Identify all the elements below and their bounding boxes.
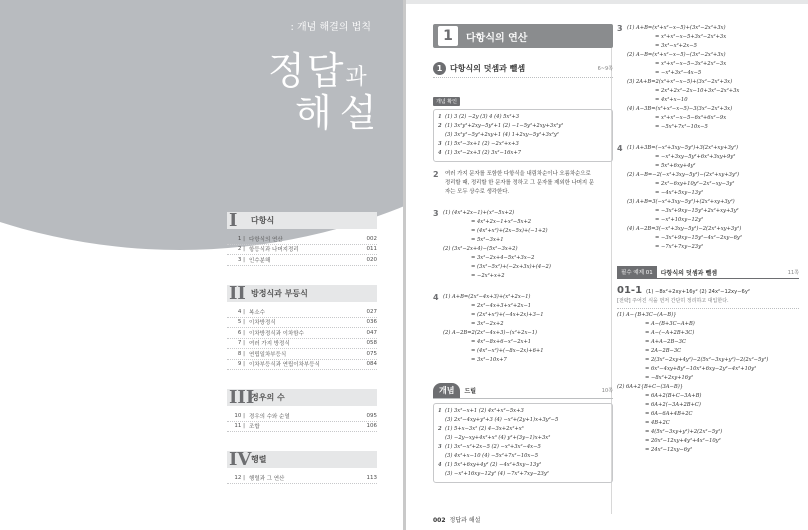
toc-item-title: 항등식과 나머지정리 bbox=[249, 247, 299, 254]
cover-subtitle: : 개념 해결의 법칙 bbox=[290, 22, 371, 33]
unit-number: 1 bbox=[438, 26, 458, 46]
answer-text: (3) 2x²−4xy+y²+3 (4) −x²+(2y+1)x+3y²−5 bbox=[445, 417, 559, 423]
answer-line bbox=[438, 452, 608, 461]
toc-item-title: 여러 가지 방정식 bbox=[249, 341, 290, 348]
right-page bbox=[406, 0, 808, 530]
solution-line: (3) A+B=3(−x²+3xy−5y²)+(2x²+xy+3y²) bbox=[627, 199, 735, 205]
question-2 bbox=[433, 170, 613, 197]
toc-section-header bbox=[227, 389, 377, 406]
section-page-range: 6~9쪽 bbox=[597, 66, 613, 72]
answer-text: (3) 4x²+x−10 (4) −5x²+7x²−10x−5 bbox=[445, 453, 538, 459]
question-number: 2 bbox=[433, 170, 439, 179]
solution-line: = −4x²+5xy−13y² bbox=[655, 190, 704, 196]
toc-item-number: 8 | bbox=[237, 350, 245, 357]
toc-item-page: 036 bbox=[366, 319, 377, 326]
solution-line: = (4x²+x²)+(2x−5x)+(−1+2) bbox=[471, 228, 548, 234]
question-2-text bbox=[443, 170, 594, 197]
solution-line: = 3x³−x²+2x−5 bbox=[655, 43, 697, 49]
solution-line: (1) A+3B=(−x²+3xy−5y²)+3(2x²+xy+3y²) bbox=[627, 145, 738, 151]
toc-item-page: 084 bbox=[366, 361, 377, 368]
core-example-title: 다항식의 덧셈과 뺄셈 bbox=[660, 269, 718, 277]
toc-item bbox=[227, 422, 377, 433]
solution-line: (4) A−2B=3(−x²+3xy−5y²)−2(2x²+xy+3y²) bbox=[627, 226, 742, 232]
solution-line: = x³+x²−x−5−6x³+6x²−9x bbox=[655, 115, 727, 121]
prose-line: 여러 가지 문자를 포함한 다항식을 내림차순이나 오름차순으로 bbox=[445, 171, 591, 177]
question-number: 4 bbox=[433, 293, 439, 302]
solution-line: = 3x²−2x+4−5x²+3x−2 bbox=[471, 255, 535, 261]
toc-section bbox=[227, 389, 377, 432]
solution-line: = −3x²+9xy−15y²+2x²+xy+3y² bbox=[655, 208, 739, 214]
section-header bbox=[433, 62, 613, 78]
toc-item-number: 5 | bbox=[237, 319, 245, 326]
core-example-page: 11쪽 bbox=[787, 269, 799, 276]
answer-line bbox=[438, 416, 608, 425]
example-number: 01-1 bbox=[617, 285, 643, 296]
col2-question-3 bbox=[617, 24, 799, 132]
solution-line: = (4x²−x²)+(−8x−2x)+6+1 bbox=[471, 348, 544, 354]
question-4-solution bbox=[443, 293, 544, 365]
solution-line: = 2x³+2x²−2x−10+3x²−2x²+3x bbox=[655, 88, 740, 94]
question-number: 4 bbox=[617, 144, 623, 153]
answer-qnum: 2 bbox=[438, 426, 442, 432]
answer-text: (1) 3x²y²+2xy−5y²+1 (2) −1−5y²+2xy+3x²y² bbox=[445, 123, 564, 129]
toc-item-title: 이차방정식 bbox=[249, 320, 276, 327]
core-example-tag: 필수 예제 01 bbox=[617, 266, 657, 278]
example-solution bbox=[617, 308, 799, 455]
solution-line: = 24x²−12xy−6y² bbox=[645, 447, 693, 453]
solution-line: = −7x²+7xy−23y² bbox=[655, 244, 704, 250]
top-bar bbox=[406, 0, 808, 4]
cover-title-main: 정답 bbox=[268, 49, 346, 93]
solution-line: = 6A+2(B+C−3A+B) bbox=[645, 393, 702, 399]
toc-item-number: 2 | bbox=[237, 246, 245, 253]
toc-section-header bbox=[227, 451, 377, 468]
toc-item-number: 6 | bbox=[237, 329, 245, 336]
toc-item-page: 113 bbox=[366, 474, 377, 481]
footer-text: 정답과 해설 bbox=[449, 517, 481, 524]
toc-roman-numeral: III bbox=[229, 387, 255, 408]
answer-text: (1) 3 (2) −2y (3) 4 (4) 5x²+3 bbox=[445, 114, 520, 120]
solution-line: (1) (4x²+2x−1)+(x²−5x+2) bbox=[443, 210, 515, 216]
unit-title: 다항식의 연산 bbox=[466, 32, 528, 44]
answer-text: (3) −x²+16xy−12y² (4) −7x²+7xy−23y² bbox=[445, 471, 549, 477]
toc-section-name: 다항식 bbox=[251, 216, 275, 225]
toc-section bbox=[227, 285, 377, 370]
toc-item-page: 002 bbox=[366, 235, 377, 242]
answer-line bbox=[438, 407, 608, 416]
toc-item-title: 조합 bbox=[249, 424, 260, 431]
answer-text: (1) 5x²−3x+1 (2) −2x²+x+3 bbox=[445, 141, 519, 147]
question-number: 3 bbox=[617, 24, 623, 33]
toc-item-page: 106 bbox=[366, 423, 377, 430]
solution-line: = 2(3x²−2xy+4y²)−2(5x²−3xy+y²)−2(2x²−5y²) bbox=[645, 357, 769, 363]
answer-line bbox=[438, 149, 608, 158]
solution-line: = A+A−2B−3C bbox=[645, 339, 686, 345]
toc-item-title: 행렬과 그 연산 bbox=[249, 475, 285, 482]
toc-item bbox=[227, 234, 377, 245]
answer-line bbox=[438, 131, 608, 140]
section-number: 1 bbox=[433, 62, 446, 75]
toc-item-title: 복소수 bbox=[249, 309, 265, 316]
toc-item bbox=[227, 318, 377, 329]
solution-line: = −3x²+9xy−15y²−4x²−2xy−6y² bbox=[655, 235, 742, 241]
toc-item bbox=[227, 255, 377, 266]
solution-line: = −2x²+x+2 bbox=[471, 273, 505, 279]
solution-line: (1) A−{B+3C−(A−B)} bbox=[617, 312, 677, 318]
toc-item-number: 11 | bbox=[234, 423, 245, 430]
solution-line: = 3x²−2x+2 bbox=[471, 321, 504, 327]
solution-line: = −x²+10xy−12y² bbox=[655, 217, 704, 223]
drill-tag: 개념 bbox=[433, 383, 460, 398]
toc-item-page: 020 bbox=[366, 256, 377, 263]
concept-check-box bbox=[433, 109, 613, 162]
answer-text: (1) 3x²−2x+3 (2) 3x²−16x+7 bbox=[445, 150, 521, 156]
solution-line: = x³+x²−x−5−3x²+2x²−3x bbox=[655, 61, 727, 67]
answer-qnum: 3 bbox=[438, 444, 442, 450]
toc-item bbox=[227, 245, 377, 256]
concept-check-tag: 개념 확인 bbox=[433, 97, 460, 106]
solution-line: = 6x²−4xy+8y²−10x²+6xy−2y²−4x²+10y² bbox=[645, 366, 757, 372]
answer-text: (3) 3x²y²−5y²+2xy+1 (4) 1+2xy−5y²+3x²y² bbox=[445, 132, 559, 138]
answer-line bbox=[438, 425, 608, 434]
unit-banner bbox=[433, 24, 613, 48]
toc-item-title: 인수분해 bbox=[249, 257, 271, 264]
toc-item bbox=[227, 360, 377, 371]
solution-line: (2) A−2B=2(2x²−4x+3)−(x²+2x−1) bbox=[443, 330, 538, 336]
answer-line bbox=[438, 434, 608, 443]
toc-item bbox=[227, 339, 377, 350]
toc-item-page: 058 bbox=[366, 340, 377, 347]
concept-drill-section bbox=[433, 383, 613, 483]
solution-line: (3) 2A+B=2(x³+x²−x−5)+(3x²−2x²+3x) bbox=[627, 79, 733, 85]
answer-text: (1) 5x²+6xy+4y² (2) −4x²+5xy−13y² bbox=[445, 462, 542, 468]
solution-line: (1) A+B=(x³+x²−x−5)+(3x²−2x²+3x) bbox=[627, 25, 726, 31]
page-footer bbox=[433, 515, 480, 524]
solution-line: (2) (3x²−2x+4)−(5x²−3x+2) bbox=[443, 246, 518, 252]
answer-qnum: 1 bbox=[438, 114, 442, 120]
toc-item-page: 095 bbox=[366, 412, 377, 419]
answer-text: (3) −2y−xy+4x²+x³ (4) y²+(3y−1)x+3x² bbox=[445, 435, 551, 441]
solution-line: = 4x²+2x−1+x²−5x+2 bbox=[471, 219, 532, 225]
solution-line: = −x³+3x²−4x−5 bbox=[655, 70, 702, 76]
toc-section-header bbox=[227, 285, 377, 302]
toc-item-page: 047 bbox=[366, 329, 377, 336]
toc-item-page: 027 bbox=[366, 308, 377, 315]
solution-line: = x³+x²−x−5+3x²−2x²+3x bbox=[655, 34, 727, 40]
toc-item-number: 1 | bbox=[237, 235, 245, 242]
core-example-header bbox=[617, 266, 799, 279]
toc-item bbox=[227, 349, 377, 360]
solution-line: = 4x²−8x+6−x²−2x+1 bbox=[471, 339, 532, 345]
drill-answers-box bbox=[433, 403, 613, 483]
toc-section-name: 행렬 bbox=[251, 455, 267, 464]
solution-line: = −5x³+7x²−10x−5 bbox=[655, 124, 708, 130]
answer-line bbox=[438, 140, 608, 149]
toc-item-number: 3 | bbox=[237, 256, 245, 263]
solution-line: = 2A−2B−3C bbox=[645, 348, 682, 354]
solution-line: (2) A−B=−2(−x²+3xy−5y²)−(2x²+xy+3y²) bbox=[627, 172, 740, 178]
prose-line: 자는 모두 상수로 생각한다. bbox=[445, 189, 510, 195]
drill-title: 드릴 bbox=[464, 388, 477, 395]
answer-line bbox=[438, 113, 608, 122]
toc-section bbox=[227, 451, 377, 484]
solution-line: (2) 6A+2{B+C−(3A−B)} bbox=[617, 384, 684, 390]
solution-line: (4) A−3B=(x³+x²−x−5)−3(3x²−2x²+3x) bbox=[627, 106, 733, 112]
question-number: 3 bbox=[433, 209, 439, 218]
answer-text: (1) 5+x−3x² (2) 4−3x+2x²+x³ bbox=[445, 426, 524, 432]
solution-line: = 6A+2(−3A+2B+C) bbox=[645, 402, 701, 408]
drill-header bbox=[433, 383, 613, 399]
section-title: 다항식의 덧셈과 뺄셈 bbox=[450, 64, 526, 73]
toc-item-title: 다항식의 연산 bbox=[249, 236, 283, 243]
answer-line bbox=[438, 470, 608, 479]
left-page bbox=[0, 0, 403, 530]
toc-item bbox=[227, 328, 377, 339]
toc-roman-numeral: II bbox=[229, 283, 246, 304]
toc-section-name: 경우의 수 bbox=[251, 393, 285, 402]
example-answer: (1) −8x²+2xy+16y² (2) 24x²−12xy−6y² bbox=[646, 289, 750, 295]
toc-item-page: 011 bbox=[366, 246, 377, 253]
toc-item-title: 이차방정식과 이차함수 bbox=[249, 330, 304, 337]
solution-line: = A−(−A+2B+3C) bbox=[645, 330, 695, 336]
toc-item-number: 10 | bbox=[234, 412, 245, 419]
toc-section-header bbox=[227, 212, 377, 229]
toc-item-title: 경우의 수와 순열 bbox=[249, 413, 290, 420]
solution-line: = −8x²+2xy+16y² bbox=[645, 375, 694, 381]
example-01-1 bbox=[617, 285, 799, 455]
answer-qnum: 4 bbox=[438, 150, 442, 156]
col2-question-4 bbox=[617, 144, 799, 252]
solution-line: = A−(B+3C−A+B) bbox=[645, 321, 695, 327]
toc-item-title: 이차부등식과 연립이차부등식 bbox=[249, 362, 320, 369]
col2-question-4-solution bbox=[627, 144, 742, 252]
prose-line: 정리할 때, 정리할 한 문자를 정하고 그 문자를 제외한 나머지 문 bbox=[445, 180, 595, 186]
toc-roman-numeral: IV bbox=[229, 449, 252, 470]
solution-line: (1) A+B=(2x²−4x+3)+(x²+2x−1) bbox=[443, 294, 531, 300]
toc-item-number: 9 | bbox=[237, 361, 245, 368]
toc-item-page: 075 bbox=[366, 350, 377, 357]
answer-line bbox=[438, 443, 608, 452]
solution-line: = 4(5x²−3xy+y²)+2(2x²−5y²) bbox=[645, 429, 723, 435]
toc-item-number: 7 | bbox=[237, 340, 245, 347]
drill-page: 10쪽 bbox=[601, 388, 613, 394]
toc-roman-numeral: I bbox=[229, 210, 238, 231]
example-hint: [전략] 주어진 식을 먼저 간단히 정리하고 대입한다. bbox=[617, 298, 729, 304]
answer-qnum: 3 bbox=[438, 141, 442, 147]
question-4 bbox=[433, 293, 613, 365]
col2-question-3-solution bbox=[627, 24, 739, 132]
toc-item bbox=[227, 307, 377, 318]
toc-item-title: 연립일차부등식 bbox=[249, 351, 287, 358]
solution-line: (2) A−B=(x³+x²−x−5)−(3x²−2x²+3x) bbox=[627, 52, 726, 58]
toc-item-number: 4 | bbox=[237, 308, 245, 315]
solution-line: = 6A−6A+4B+2C bbox=[645, 411, 693, 417]
column-left bbox=[433, 24, 613, 483]
solution-line: = 2x²−4x+3+x²+2x−1 bbox=[471, 303, 532, 309]
toc-item-number: 12 | bbox=[234, 474, 245, 481]
answer-line bbox=[438, 461, 608, 470]
toc-item bbox=[227, 473, 377, 484]
solution-line: = (3x²−5x²)+(−2x+3x)+(4−2) bbox=[471, 264, 551, 270]
solution-line: = 20x²−12xy+4y²+4x²−10y² bbox=[645, 438, 721, 444]
answer-text: (1) 3x²−x+1 (2) 4x²+x²−5x+3 bbox=[445, 408, 524, 414]
solution-line: = 4B+2C bbox=[645, 420, 670, 426]
answer-qnum: 1 bbox=[438, 408, 442, 414]
column-right bbox=[617, 24, 799, 455]
question-3-solution bbox=[443, 209, 551, 281]
answer-text: (1) 3x²−x²+2x−5 (2) −x³+3x²−4x−5 bbox=[445, 444, 541, 450]
solution-line: = 2x²−6xy+10y²−2x²−xy−3y² bbox=[655, 181, 735, 187]
cover-title-small: 과 bbox=[345, 65, 369, 90]
toc-section bbox=[227, 212, 377, 266]
solution-line: = 5x²+6xy+4y² bbox=[655, 163, 696, 169]
answer-qnum: 4 bbox=[438, 462, 442, 468]
answer-qnum: 2 bbox=[438, 123, 442, 129]
question-3 bbox=[433, 209, 613, 281]
cover-title-line2: 해설 bbox=[295, 91, 385, 135]
answer-line bbox=[438, 122, 608, 131]
toc-section-name: 방정식과 부등식 bbox=[251, 289, 308, 298]
footer-page-number: 002 bbox=[433, 517, 446, 524]
solution-line: = (2x²+x²)+(−4x+2x)+3−1 bbox=[471, 312, 544, 318]
solution-line: = 3x²−10x+7 bbox=[471, 357, 507, 363]
solution-line: = 5x²−3x+1 bbox=[471, 237, 504, 243]
toc-item bbox=[227, 411, 377, 422]
solution-line: = −x²+3xy−5y²+6x²+3xy+9y² bbox=[655, 154, 736, 160]
solution-line: = 4x²+x−10 bbox=[655, 97, 688, 103]
